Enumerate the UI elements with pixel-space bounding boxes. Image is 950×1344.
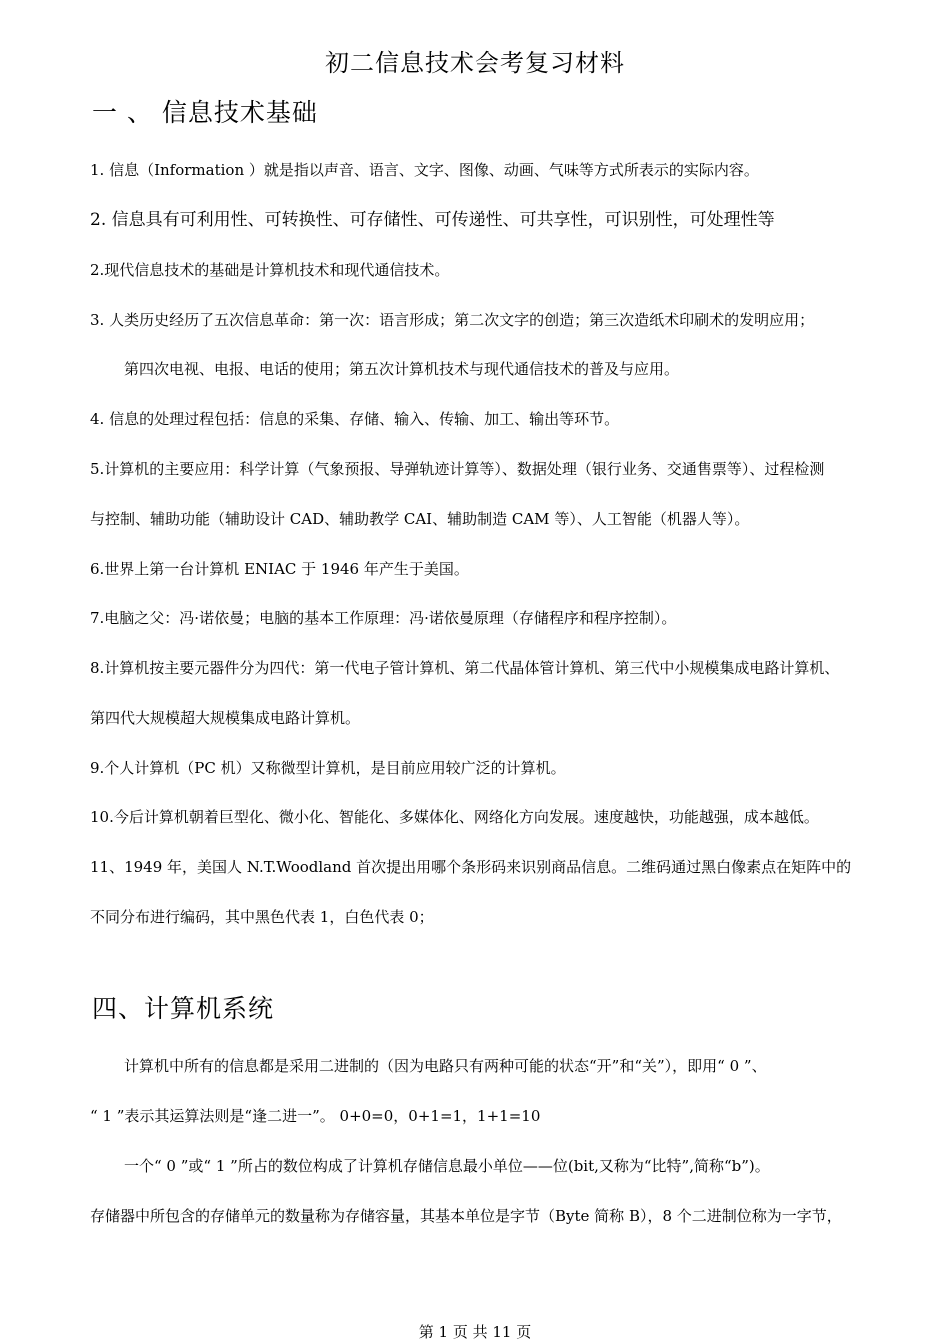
paragraph-line: 计算机中所有的信息都是采用二进制的（因为电路只有两种可能的状态“开”和“关”），即用“ 0 ”、 [124, 1057, 767, 1075]
paragraph-line: 10.今后计算机朝着巨型化、微小化、智能化、多媒体化、网络化方向发展。速度越快，功能越强，成本越低。 [90, 808, 819, 826]
document-title: 初二信息技术会考复习材料 [325, 49, 625, 77]
paragraph-line: 存储器中所包含的存储单元的数量称为存储容量，其基本单位是字节（Byte 简称 B），8 个二进制位称为一字节， [90, 1207, 842, 1225]
paragraph-line: 第四代大规模超大规模集成电路计算机。 [90, 709, 361, 727]
section-heading-computer-system: 四、计算机系统 [92, 994, 275, 1023]
paragraph-line: 6.世界上第一台计算机 ENIAC 于 1946 年产生于美国。 [90, 560, 469, 578]
paragraph-line: 2.现代信息技术的基础是计算机技术和现代通信技术。 [90, 261, 450, 279]
paragraph-line: 1. 信息（Information ）就是指以声音、语言、文字、图像、动画、气味等方式所表示的实际内容。 [90, 161, 759, 179]
paragraph-line: 5.计算机的主要应用：科学计算（气象预报、导弹轨迹计算等）、数据处理（银行业务、交通售票等）、过程检测 [90, 460, 825, 478]
paragraph-line: 不同分布进行编码，其中黑色代表 1，白色代表 0； [90, 908, 434, 926]
page-footer: 第 1 页 共 11 页 [418, 1323, 532, 1341]
section-heading-info-tech-basics: 一 、 信息技术基础 [92, 98, 318, 127]
paragraph-line: 7.电脑之父：冯·诺依曼；电脑的基本工作原理：冯·诺依曼原理（存储程序和程序控制）。 [90, 609, 677, 627]
paragraph-line: 第四次电视、电报、电话的使用；第五次计算机技术与现代通信技术的普及与应用。 [124, 360, 680, 378]
paragraph-line: 与控制、辅助功能（辅助设计 CAD、辅助教学 CAI、辅助制造 CAM 等）、人工智能（机器人等）。 [90, 510, 750, 528]
paragraph-line: 11、1949 年，美国人 N.T.Woodland 首次提出用哪个条形码来识别商品信息。二维码通过黑白像素点在矩阵中的 [90, 858, 852, 876]
paragraph-line: 8.计算机按主要元器件分为四代：第一代电子管计算机、第二代晶体管计算机、第三代中小规模集成电路计算机、 [90, 659, 840, 677]
paragraph-line: 3. 人类历史经历了五次信息革命：第一次：语言形成；第二次文字的创造；第三次造纸术印刷术的发明应用； [90, 311, 815, 329]
paragraph-line: 一个“ 0 ”或“ 1 ”所占的数位构成了计算机存储信息最小单位——位(bit,又称为“比特”,简称“b”)。 [124, 1157, 770, 1175]
paragraph-line: 4. 信息的处理过程包括：信息的采集、存储、输入、传输、加工、输出等环节。 [90, 410, 620, 428]
paragraph-line: 9.个人计算机（PC 机）又称微型计算机，是目前应用较广泛的计算机。 [90, 759, 566, 777]
paragraph-line: “ 1 ”表示其运算法则是“逢二进一”。 0+0=0，0+1=1，1+1=10 [90, 1107, 541, 1125]
paragraph-line: 2. 信息具有可利用性、可转换性、可存储性、可传递性、可共享性，可识别性，可处理性等 [90, 210, 775, 230]
